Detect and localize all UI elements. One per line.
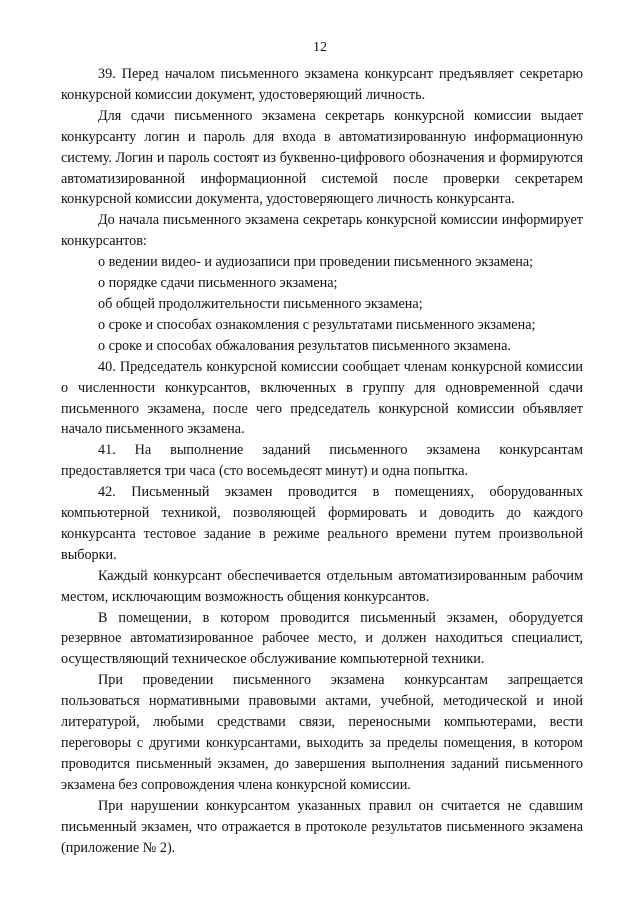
list-item-recording: о ведении видео- и аудиозаписи при проведении письменного экзамена; (98, 254, 534, 271)
paragraph-41: 41. На выполнение заданий письменного экзамена конкурсантам предоставляется три часа (сто восемьдесят минут) и одна попытка. (61, 442, 583, 480)
list-item-results-review: о сроке и способах ознакомления с результатами письменного экзамена; (98, 316, 536, 333)
list-item-duration: об общей продолжительности письменного экзамена; (98, 295, 423, 312)
paragraph-40: 40. Председатель конкурсной комиссии сообщает членам конкурсной комиссии о численности конкурсантов, включенных в группу для одновременной сдачи письменного экзамена, после чего председатель конкурсной комиссии объявляет начало письменного экзамена. (61, 358, 583, 438)
paragraph-reserve-workplace: В помещении, в котором проводится письменный экзамен, оборудуется резервное автоматизированное рабочее место, и должен находиться специалист, осуществляющий техническое обслуживание компьютерной техники. (61, 609, 583, 668)
document-body (61, 64, 583, 858)
paragraph-prohibitions: При проведении письменного экзамена конкурсантам запрещается пользоваться нормативными правовыми актами, учебной, методической и иной литературой, любыми средствами связи, переносными компьютерами, вести переговоры с другими конкурсантами, выходить за пределы помещения, в котором проводится письменный экзамен, до завершения выполнения заданий письменного экзамена без сопровождения члена конкурсной комиссии. (61, 672, 583, 793)
paragraph-42: 42. Письменный экзамен проводится в помещениях, оборудованных компьютерной техникой, позволяющей формировать и доводить до каждого конкурсанта тестовое задание в режиме реального времени путем произвольной выборки. (61, 484, 583, 563)
page-number: 12 (313, 40, 327, 55)
paragraph-inform-intro: До начала письменного экзамена секретарь конкурсной комиссии информирует конкурсантов: (61, 212, 583, 250)
paragraph-39: 39. Перед началом письменного экзамена конкурсант предъявляет секретарю конкурсной комиссии документ, удостоверяющий личность. (61, 66, 583, 103)
paragraph-login-password: Для сдачи письменного экзамена секретарь конкурсной комиссии выдает конкурсанту логин и пароль для входа в автоматизированную информационную систему. Логин и пароль состоят из буквенно-цифрового обозначения и формируются автоматизированной информационной системой после проверки секретарем конкурсной комиссии документа, удостоверяющего личность конкурсанта. (61, 107, 583, 208)
list-item-procedure: о порядке сдачи письменного экзамена; (98, 275, 338, 292)
list-item-appeal: о сроке и способах обжалования результатов письменного экзамена. (98, 337, 511, 354)
paragraph-workplace: Каждый конкурсант обеспечивается отдельным автоматизированным рабочим местом, исключающим возможность общения конкурсантов. (61, 567, 583, 605)
paragraph-violation: При нарушении конкурсантом указанных правил он считается не сдавшим письменный экзамен, что отражается в протоколе результатов письменного экзамена (приложение № 2). (61, 797, 583, 856)
